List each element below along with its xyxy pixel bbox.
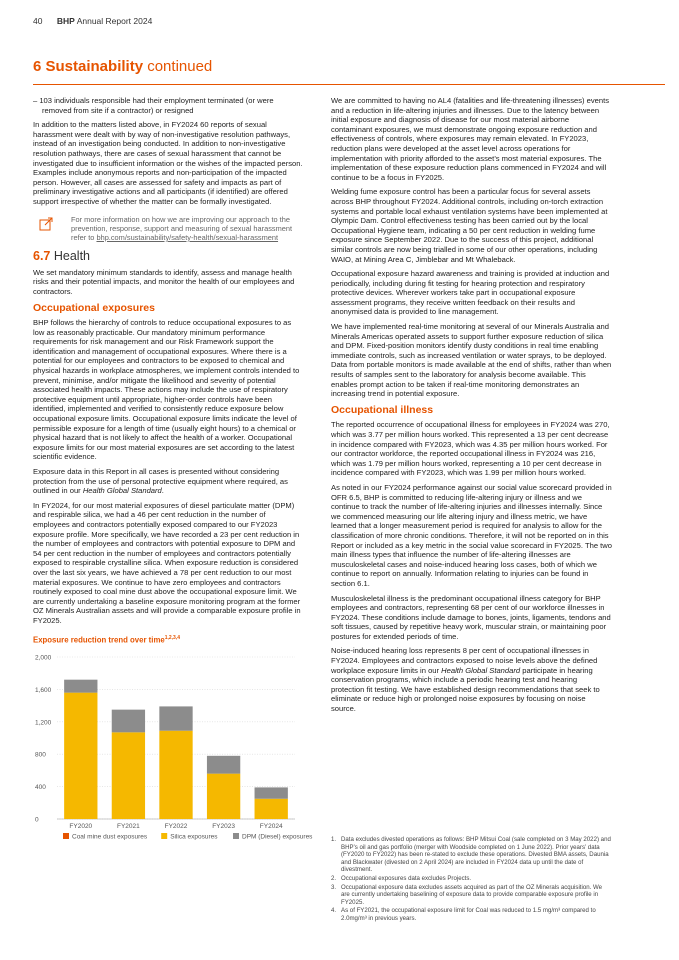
- health-heading-number: 6.7: [33, 249, 51, 264]
- legend-swatch: [63, 833, 69, 839]
- title-divider: [33, 84, 665, 85]
- chart-title: Exposure reduction trend over time$^{1,2,3,4}$: [33, 634, 181, 645]
- paragraph-welding: Welding fume exposure control has been a particular focus for several assets across BHP throughout FY2024. Additional controls, including on-torch extraction systems and portable local exhaust ventilation systems have been implemented at Olympic Dam. Control effectiveness testing has been carried out by the local Occupational Hygiene team, indicating a 50 per cent reduction in welding fume exposure since September 2022. Due to the success of this project, additional similar controls are now being trialled in some of our other operations, including WAIO, at Mining Area C, Jimblebar and Mt Whaleback.: [331, 187, 608, 264]
- bar-segment: [112, 709, 145, 732]
- occupational-illness-heading: Occupational illness: [331, 403, 434, 416]
- info-callout: [33, 215, 303, 243]
- legend-label: DPM (Diesel) exposures: [242, 833, 313, 841]
- y-tick-label: 800: [35, 751, 46, 759]
- external-link-icon: [39, 217, 53, 231]
- footnote: 1. Data excludes divested operations as follows: BHP Mitsui Coal (sale completed on 3 May 2022) and BHP’s oil and gas portfolio (merger with Woodside completed on 1 June 2022). Prior years’ data (FY2020 to FY2022) has been re-stated to exclude these operations. Divested BMA assets, Daunia and Blackwater (divested on 2 April 2024) are included in FY2024 data up until the date of divestment.: [331, 836, 611, 874]
- bar-segment: [64, 679, 97, 692]
- section-title-main: 6 Sustainability: [33, 58, 144, 75]
- bar-segment: [255, 798, 288, 818]
- paragraph-harassment: In addition to the matters listed above, in FY2024 60 reports of sexual harassment were dealt with by way of non-investigative resolution pathways, instead of an investigation being conducted. In addition to non-investigative resolution pathways, there are cases of sexual harassment that cannot be investigated due to insufficient information or the wishes of the impacted person. Examples include anonymous reports and non-participation of the impacted person. However, all cases are assessed for safety and impacts as part of preliminary investigative actions and all participants (if identified) are offered support irrespective of whether the matter can be formally investigated.: [33, 120, 303, 206]
- report-name: Annual Report 2024: [76, 16, 153, 26]
- paragraph-fy2024-exposures: In FY2024, for our most material exposures of diesel particulate matter (DPM) and respirable silica, we had a 46 per cent reduction in the number of employees and contractors potentially exposed compared to our FY2023 exposure profile. More specifically, we have recorded a 23 per cent reduction in the number of employees and contractors with potential exposure to DPM and 54 per cent reduction in the number of employees and contractors potentially exposed to respirable crystalline silica. When exposure reduction is considered over the last six years, we have achieved a 78 per cent reduction to our most material exposures. We continue to have zero employees and contractors routinely exposed to coal mine dust above the occupational exposure limit. We are currently undertaking a baseline exposure monitoring program at the former OZ Minerals Australian assets and will provide a comparable exposure profile in FY2025.: [33, 500, 301, 625]
- bar-segment: [159, 730, 192, 818]
- bar-segment: [255, 787, 288, 798]
- page-number: 40: [33, 16, 43, 26]
- y-tick-label: 2,000: [35, 654, 52, 662]
- bar-segment: [207, 756, 240, 774]
- section-title: [33, 58, 212, 75]
- x-tick-label: FY2021: [117, 822, 140, 830]
- footnote: 4. As of FY2021, the occupational exposure limit for Coal was reduced to 1.5 mg/m³ compared to 2.0mg/m³ in previous years.: [331, 907, 596, 922]
- footnote: 3. Occupational exposure data excludes assets acquired as part of the OZ Minerals acquisition. We are currently undertaking baselining of exposure data to provide comparable exposure profile in FY2025.: [331, 883, 603, 906]
- legend-label: Silica exposures: [170, 833, 218, 841]
- bar-segment: [207, 773, 240, 818]
- paragraph-hierarchy: BHP follows the hierarchy of controls to reduce occupational exposures to as low as reasonably practicable. Our mandatory minimum performance requirements for risk management and our Risk Framework support the identification and management of occupational exposures. Where there is a potential for our employees and contractors to be exposed to chemical and physical hazards in workplace atmospheres, we implement controls intended to prevent, minimise, and/or mitigate the likelihood and severity of potential associated health impacts. These actions may include the use of respiratory protective equipment until appropriate, higher-order controls have been identified, implemented and verified to consistently reduce exposure below occupational exposure limits. Occupational exposure limits indicate the level of permissible exposure for a length of time (usually eight hours) to a chemical or physical hazard that is not likely to affect the health of a worker. Occupational exposure limits for our most material exposures are set according to the latest scientific evidence.: [33, 318, 300, 462]
- paragraph-life-altering: As noted in our FY2024 performance against our social value scorecard provided in OFR 6.5, BHP is committed to reducing life-altering injury or illness and we continue to track the number of life-altering injuries and illnesses internally. Since we commenced measuring our life altering injury and illness metric, we have learned that a longer measurement period is required for analysis to allow for the classification of more chronic conditions. Therefore, it will not be reported on in this Report or included as a key metric in the social value scorecard in FY2025. The two main illness types that influence the number of life-altering illnesses are musculoskeletal cases and noise-induced hearing loss cases, both of which we continue to report on annually. Information relating to injuries can be found in section 6.1.: [331, 482, 612, 588]
- x-tick-label: FY2024: [259, 822, 283, 830]
- left-column: [33, 96, 313, 859]
- paragraph-commitment: We are committed to having no AL4 (fatalities and life-threatening illnesses) events and a reduction in life-altering injuries and illnesses. Due to the latency between initial exposure and diagnosis of disease for our most material airborne contaminant exposures, we must demonstrate ongoing exposure reduction and effectiveness of controls, where exposures may remain elevated. In FY2023, reduction plans were developed at the asset level across operations for implementation with priority afforded to the asset’s most material exposures. The implementation of these exposure reduction plans commenced in FY2024 and will continue to be a focus in FY2025.: [331, 96, 610, 182]
- x-tick-label: FY2023: [212, 822, 235, 830]
- y-tick-label: 1,600: [35, 686, 52, 694]
- occupational-exposures-heading: Occupational exposures: [33, 301, 155, 314]
- y-tick-label: 1,200: [35, 719, 52, 727]
- exposure-chart-svg: [33, 649, 313, 859]
- health-standard-ref-2: Health Global Standard: [441, 665, 521, 675]
- legend-swatch: [233, 833, 239, 839]
- bullet-terminated: – 103 individuals responsible had their employment terminated (or were removed from site if a contractor) or resigned: [33, 96, 274, 115]
- health-standard-ref: Health Global Standard: [82, 486, 162, 496]
- chart-title-footnote-ref: 1,2,3,4: [164, 634, 181, 641]
- legend-swatch: [161, 833, 167, 839]
- bar-segment: [112, 732, 145, 819]
- y-tick-label: 400: [35, 783, 46, 791]
- health-heading: [33, 249, 303, 264]
- paragraph-hearing-loss: Noise-induced hearing loss represents 8 per cent of occupational illnesses in FY2024. Employees and contractors exposed to noise levels above the defined workplace exposure limits in our Health Global Standard participate in hearing conservation programs, which include a periodic hearing test and hearing protection fit testing. We have established design recommendations that seek to eliminate or reduce high or prolonged noise exposures by focusing on noise source.: [331, 646, 600, 714]
- right-column: [331, 96, 612, 719]
- x-tick-label: FY2020: [69, 822, 93, 830]
- health-heading-text: Health: [53, 249, 91, 264]
- legend-label: Coal mine dust exposures: [72, 833, 148, 841]
- paragraph-musculoskeletal: Musculoskeletal illness is the predominant occupational illness category for BHP employees and contractors, representing 68 per cent of our workforce illnesses in FY2024. These conditions include damage to bones, joints, ligaments, tendons and soft tissues, caused by repetitive heavy work, muscular strain, or maintaining poor postures for extended periods of time.: [331, 593, 611, 641]
- paragraph-illness-rates: The reported occurrence of occupational illness for employees in FY2024 was 270, which was 3.77 per million hours worked. This represented a 13 per cent decrease in incidence compared with FY2023, which was 4.35 per million hours worked. For our contractor workforce, the reported occupational illness in FY2024 was 216, which was 1.79 per million hours worked, representing a 10 per cent decrease in incidence compared with FY2023, which was 1.99 per million hours worked.: [331, 420, 610, 478]
- y-tick-label: 0: [35, 816, 39, 824]
- footnotes: [331, 836, 612, 924]
- paragraph-exposure-data: Exposure data in this Report in all cases is presented without considering protection from the use of personal protective equipment where required, as outlined in our Health Global Standard.: [33, 467, 288, 496]
- paragraph-health: We set mandatory minimum standards to identify, assess and manage health risks and their potential impacts, and monitor the health of our employees and contractors.: [33, 267, 295, 296]
- x-tick-label: FY2022: [164, 822, 188, 830]
- brand-name: BHP: [56, 16, 75, 26]
- info-link[interactable]: bhp.com/sustainability/safety-health/sexual-harassment: [96, 232, 279, 242]
- page-header: [33, 16, 152, 26]
- bar-segment: [64, 692, 97, 818]
- paragraph-training: Occupational exposure hazard awareness and training is provided at induction and periodically, including during fit testing for hearing protection and respiratory protective devices. Wherever workers take part in occupational exposure assessment programs, they receive written feedback on their results and anonymised data is provided to line management.: [331, 269, 610, 317]
- section-title-suffix: continued: [147, 58, 213, 75]
- bar-segment: [159, 706, 192, 730]
- info-text: For more information on how we are improving our approach to the prevention, response, support and measuring of sexual harassment refer to: [71, 214, 293, 242]
- footnote: 2. Occupational exposures data excludes Projects.: [331, 874, 472, 882]
- exposure-chart: [33, 649, 313, 859]
- paragraph-monitoring: We have implemented real-time monitoring at several of our Minerals Australia and Minerals Americas operated assets to support further exposure reduction of silica and DPM. Fixed-position monitors identify dusty conditions in real time enabling immediate controls, such as increased ventilation or water sprays, to be deployed. Data from portable monitors is made available at the end of shifts, rather than when results of samples sent to the laboratory for analysis become available. This enables prompt action to be taken if real-time monitoring demonstrates an increasing trend in potential exposure.: [331, 322, 612, 399]
